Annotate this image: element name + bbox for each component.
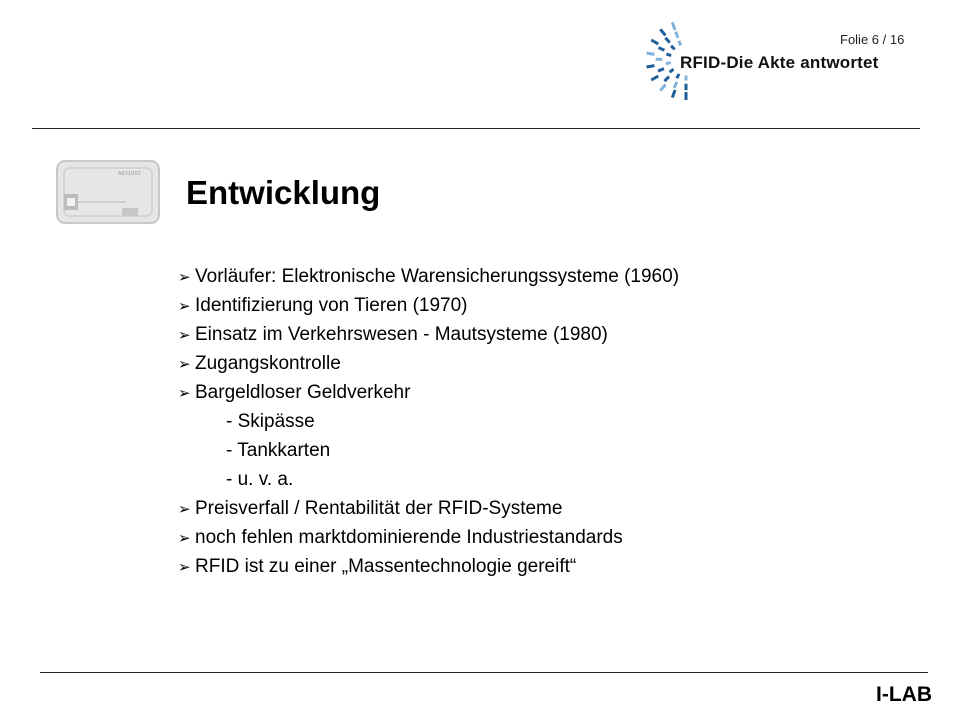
bottom-divider	[40, 672, 928, 673]
list-item	[178, 320, 679, 349]
bullet-list	[178, 262, 679, 581]
logo-segment	[651, 39, 659, 46]
list-item-text: Zugangskontrolle	[195, 353, 341, 374]
logo-segment	[685, 92, 688, 100]
logo-segment	[685, 84, 688, 91]
list-item-text: Identifizierung von Tieren (1970)	[195, 295, 468, 316]
logo-segment	[673, 81, 678, 88]
list-item	[178, 291, 679, 320]
list-item-text: Einsatz im Verkehrswesen - Mautsysteme (1980)	[195, 324, 608, 345]
list-item-text: Bargeldloser Geldverkehr	[195, 382, 411, 403]
logo-segment	[658, 46, 665, 51]
arrow-bullet-icon: ➢	[178, 385, 191, 402]
logo-segment	[666, 53, 672, 57]
slide-title: Entwicklung	[186, 174, 381, 211]
header-title: RFID-Die Akte antwortet	[680, 53, 879, 72]
logo-segment	[646, 52, 654, 56]
list-item	[178, 465, 679, 494]
list-item	[178, 262, 679, 291]
list-item	[178, 349, 679, 378]
list-item	[178, 407, 679, 436]
arrow-bullet-icon: ➢	[178, 530, 191, 547]
logo-segment	[671, 22, 677, 31]
list-item-text: - u. v. a.	[226, 469, 294, 490]
logo-segment	[646, 64, 654, 68]
logo-segment	[685, 76, 688, 81]
list-item-text: RFID ist zu einer „Massentechnologie gereift“	[195, 556, 577, 577]
arrow-bullet-icon: ➢	[178, 327, 191, 344]
arrow-bullet-icon: ➢	[178, 501, 191, 518]
list-item-text: - Skipässe	[226, 411, 315, 432]
logo-segment	[669, 68, 675, 73]
list-item-text: - Tankkarten	[226, 440, 331, 461]
logo-segment	[674, 31, 679, 38]
top-divider	[32, 128, 920, 129]
list-item-text: Preisverfall / Rentabilität der RFID-Systeme	[195, 498, 563, 519]
arrow-bullet-icon: ➢	[178, 298, 191, 315]
svg-text:A631R02: A631R02	[118, 171, 141, 177]
arrow-bullet-icon: ➢	[178, 356, 191, 373]
list-item-text: noch fehlen marktdominierende Industriestandards	[195, 527, 623, 548]
logo-segment	[659, 84, 666, 92]
list-item	[178, 494, 679, 523]
logo-segment	[675, 73, 680, 79]
logo-segment	[651, 75, 659, 82]
logo-segment	[678, 40, 683, 46]
logo-segment	[656, 58, 663, 61]
list-item	[178, 552, 679, 581]
logo-segment	[671, 90, 677, 99]
list-item-text: Vorläufer: Elektronische Warensicherungssysteme (1960)	[195, 266, 680, 287]
logo-segment	[659, 28, 666, 36]
rfid-tag-image	[56, 160, 160, 224]
slide-number: Folie 6 / 16	[840, 32, 905, 47]
list-item	[178, 436, 679, 465]
list-item	[178, 523, 679, 552]
logo-segment	[663, 76, 670, 83]
arrow-bullet-icon: ➢	[178, 269, 191, 286]
list-item	[178, 378, 679, 407]
footer-brand: I-LAB	[876, 683, 932, 706]
arrow-bullet-icon: ➢	[178, 559, 191, 576]
logo-segment	[657, 67, 664, 72]
logo-segment	[664, 37, 671, 44]
logo-segment	[666, 61, 671, 65]
logo-segment	[670, 45, 676, 51]
